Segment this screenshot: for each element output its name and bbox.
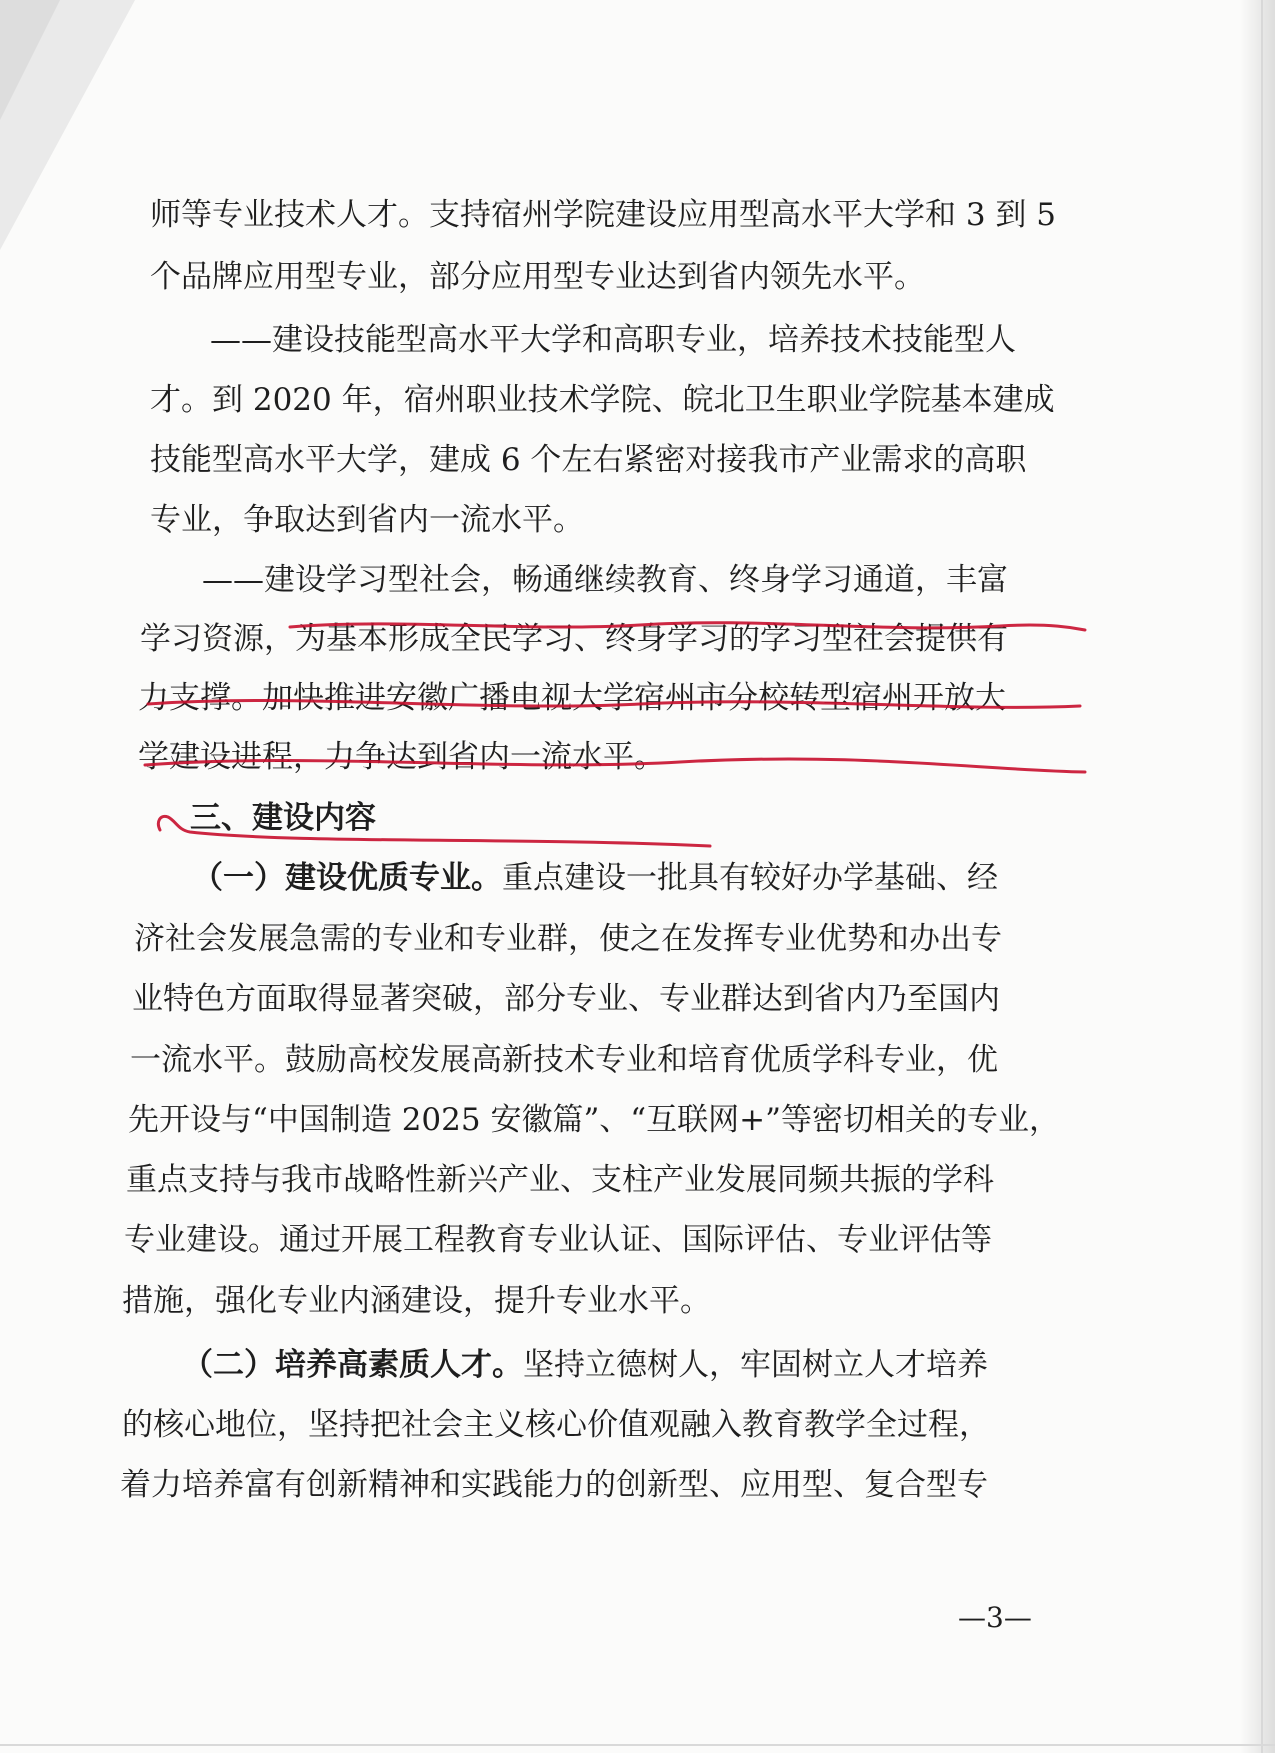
text-line: 着力培养富有创新精神和实践能力的创新型、应用型、复合型专 xyxy=(120,1467,988,1503)
text-line: 师等专业技术人才。支持宿州学院建设应用型高水平大学和 3 到 5 xyxy=(150,197,1057,233)
text-line: 一流水平。鼓励高校发展高新技术专业和培育优质学科专业，优 xyxy=(130,1042,998,1078)
scan-right-edge xyxy=(1240,0,1275,1753)
text-line: 学习资源，为基本形成全民学习、终身学习的学习型社会提供有 xyxy=(140,621,1008,657)
text-line: 技能型高水平大学，建成 6 个左右紧密对接我市产业需求的高职 xyxy=(150,442,1027,478)
text-line: 的核心地位，坚持把社会主义核心价值观融入教育教学全过程， xyxy=(122,1407,990,1443)
text-line: 力支撑。加快推进安徽广播电视大学宿州市分校转型宿州开放大 xyxy=(138,680,1006,716)
text-line: 学建设进程，力争达到省内一流水平。 xyxy=(138,739,665,775)
text-line: 个品牌应用型专业，部分应用型专业达到省内领先水平。 xyxy=(150,259,925,295)
text-line: 专业建设。通过开展工程教育专业认证、国际评估、专业评估等 xyxy=(124,1222,992,1258)
text-line: 专业，争取达到省内一流水平。 xyxy=(150,502,584,538)
page-number: —3— xyxy=(958,1601,1032,1634)
paragraph-lead: （一）建设优质专业。 xyxy=(192,860,502,896)
text-line: 才。到 2020 年，宿州职业技术学院、皖北卫生职业学院基本建成 xyxy=(150,382,1055,418)
paragraph-first-line xyxy=(182,1343,988,1387)
text-line: 业特色方面取得显著突破，部分专业、专业群达到省内乃至国内 xyxy=(132,981,1000,1017)
scan-corner-shadow xyxy=(0,0,135,250)
paragraph-first-line xyxy=(192,856,998,900)
section-heading: 三、建设内容 xyxy=(190,800,376,836)
paragraph-lead-rest: 重点建设一批具有较好办学基础、经 xyxy=(502,860,998,896)
text-line: ——建设学习型社会，畅通继续教育、终身学习通道，丰富 xyxy=(202,562,1008,598)
text-line: ——建设技能型高水平大学和高职专业，培养技术技能型人 xyxy=(210,322,1016,358)
text-line: 济社会发展急需的专业和专业群，使之在发挥专业优势和办出专 xyxy=(134,921,1002,957)
paragraph-lead: （二）培养高素质人才。 xyxy=(182,1347,523,1383)
text-line: 先开设与“中国制造 2025 安徽篇”、“互联网+”等密切相关的专业， xyxy=(128,1102,1060,1138)
paragraph-lead-rest: 坚持立德树人，牢固树立人才培养 xyxy=(523,1347,988,1383)
text-line: 重点支持与我市战略性新兴产业、支柱产业发展同频共振的学科 xyxy=(126,1162,994,1198)
text-line: 措施，强化专业内涵建设，提升专业水平。 xyxy=(122,1283,711,1319)
